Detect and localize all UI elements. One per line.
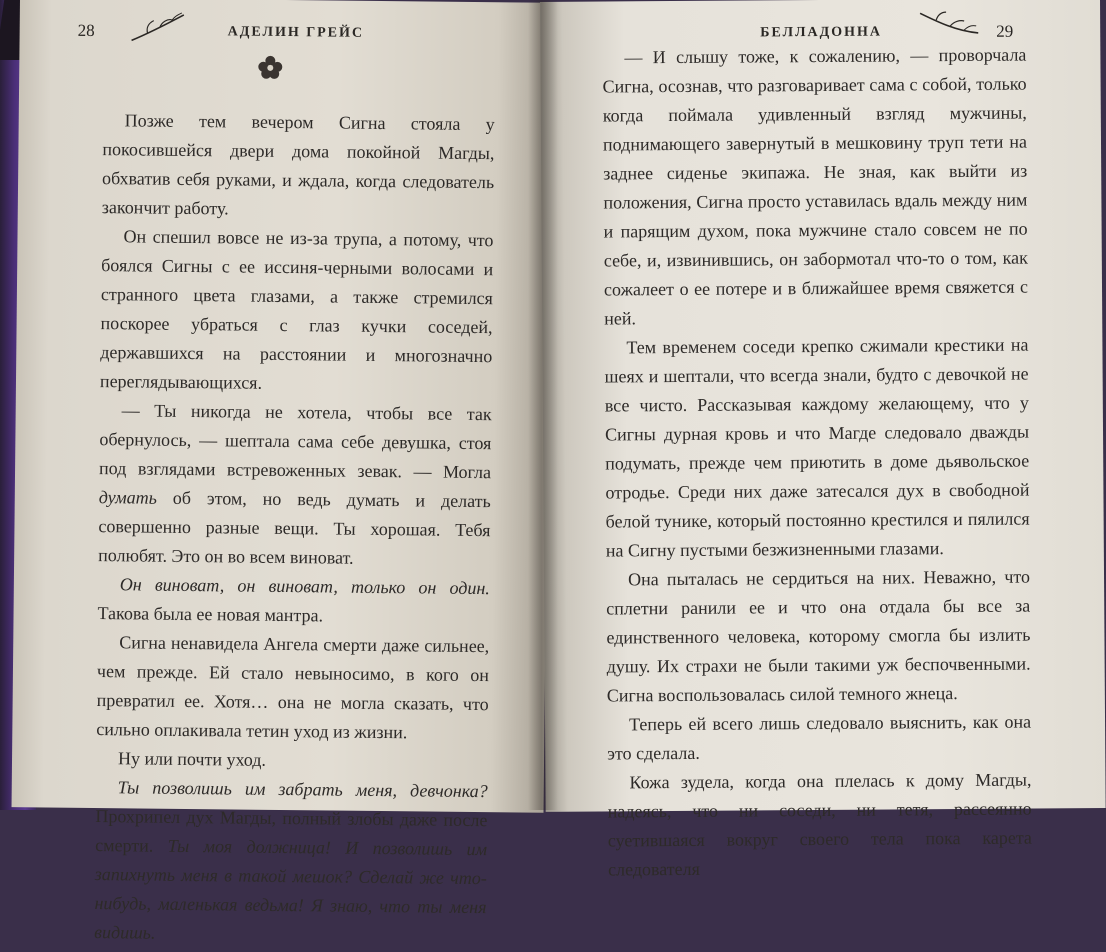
text-run: Кожа зудела, когда она плелась к дому Магды, надеясь, что ни соседи, ни тетя, рассеянно суетившаяся вокруг своего тела пока карета следователя <box>607 769 1032 880</box>
paragraph <box>96 628 489 748</box>
flower-ornament-icon <box>255 52 285 82</box>
text-run: Позже тем вечером Сигна стояла у покосившейся двери дома покойной Магды, обхватив себя руками, и ждала, когда следователь закончит работу. <box>101 110 495 219</box>
paragraph <box>96 744 488 777</box>
italic-text: думать <box>98 487 157 508</box>
paragraph <box>607 766 1032 885</box>
paragraph <box>97 570 490 632</box>
right-page-number: 29 <box>996 21 1014 41</box>
left-running-head: АДЕЛИН ГРЕЙС <box>227 24 365 41</box>
text-run: Сигна ненавидела Ангела смерти даже сильнее, чем прежде. Ей стало невыносимо, в кого он превратил ее. Хотя… она не могла сказать, что сильно оплакивала тетин уход из жизни. <box>96 632 490 743</box>
paragraph <box>102 106 495 226</box>
text-run: Прохрипел дух Магды, полный злобы даже после смерти. <box>95 806 488 856</box>
right-page-header <box>540 8 1100 42</box>
text-run: Ну или почти уход. <box>117 748 267 770</box>
right-page-body <box>602 41 1032 885</box>
paragraph <box>100 222 494 400</box>
left-page-body <box>94 106 495 951</box>
text-run: — Ты никогда не хотела, чтобы все так обернулось, — шептала сама себе девушка, стоя под взглядами встревоженных зевак. — Могла <box>98 400 492 483</box>
branch-flourish-icon <box>128 8 188 45</box>
branch-flourish-icon <box>916 9 982 39</box>
left-page <box>12 0 552 943</box>
left-page-header <box>20 7 552 43</box>
text-run: — И слышу тоже, к сожалению, — проворчала Сигна, осознав, что разговаривает сама с собой, только когда поймала удивленный взгляд мужчины, поднимающего завернутый в мешковину труп тети на заднее сиденье экипажа. Не зная, как выйти из положения, Сигна просто уставилась вдаль между ним и парящим духом, пока мужчине стало совсем не по себе, и, извинившись, он забормотал что-то о том, как сожалеет о ее потере и в ближайшее время свяжется с ней. <box>602 44 1029 329</box>
right-page <box>540 0 1106 880</box>
text-run: об этом, но ведь думать и делать совершенно разные вещи. Ты хорошая. Тебя полюбят. Это он во всем виноват. <box>98 487 491 568</box>
right-running-head: БЕЛЛАДОННА <box>760 24 883 41</box>
paragraph <box>606 563 1031 711</box>
italic-text: Он виноват, он виноват, только он один. <box>119 574 490 599</box>
paragraph <box>607 708 1031 769</box>
paragraph <box>602 41 1028 334</box>
paragraph <box>94 773 488 951</box>
paragraph <box>98 396 492 574</box>
italic-text: Ты позволишь им забрать меня, девчонка? <box>117 777 488 802</box>
text-run: Такова была ее новая мантра. <box>97 603 324 626</box>
text-run: Тем временем соседи крепко сжимали крестики на шеях и шептали, что всегда знали, будто с девочкой не все чисто. Рассказывая каждому желающему, что у Сигны дурная кровь и что Магде следовало дважды подумать, прежде чем приютить в доме дьявольское отродье. Среди них даже затесался дух в свободной белой тунике, который постоянно крестился и пялился на Сигну пустыми безжизненными глазами. <box>604 334 1030 561</box>
text-run: Теперь ей всего лишь следовало выяснить, как она это сделала. <box>607 711 1032 764</box>
text-run: Он спешил вовсе не из-за трупа, а потому, что боялся Сигны с ее иссиня-черными волосами и странного цвета глазами, а также стремился поскорее убраться с глаз кучки соседей, державшихся на расстоянии и многозначно переглядывающихся. <box>99 226 494 393</box>
italic-text: Ты моя должница! И позволишь им запихнуть меня в такой мешок? Сделай же что-нибудь, маленькая ведьма! Я знаю, что ты меня видишь. <box>94 835 488 943</box>
text-run: Она пыталась не сердиться на них. Неважно, что сплетни ранили ее и что она отдала бы все за единственного человека, которому смогла бы излить душу. Их страхи не были такими уж беспочвенными. Сигна воспользовалась силой темного жнеца. <box>606 566 1031 706</box>
paragraph <box>604 331 1030 566</box>
left-page-number: 28 <box>77 20 95 40</box>
